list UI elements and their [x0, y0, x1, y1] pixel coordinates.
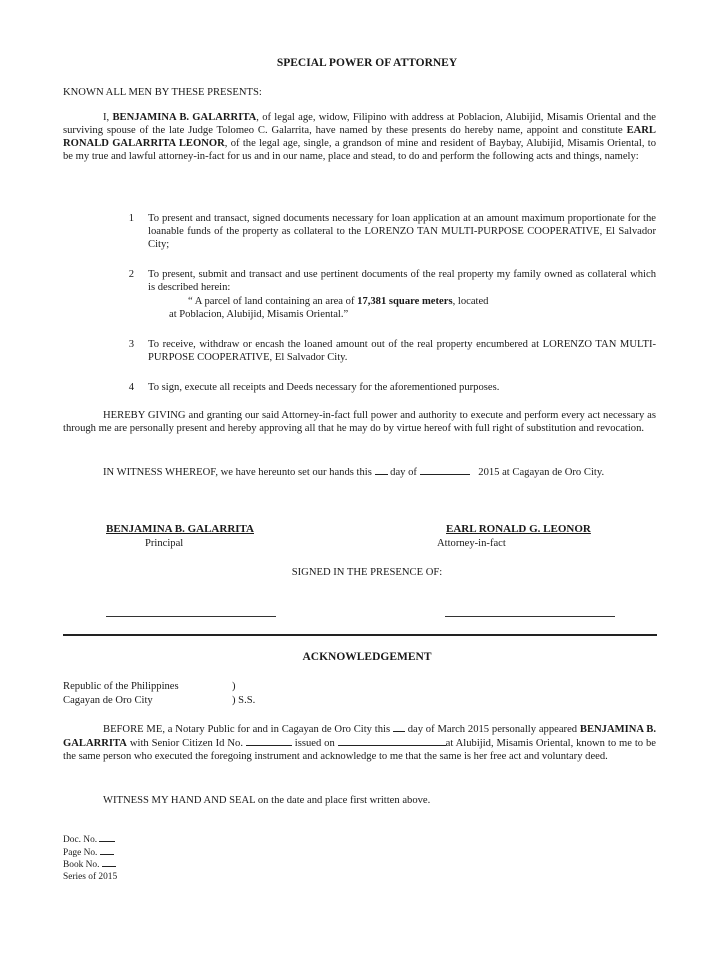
page-number-blank	[100, 847, 114, 855]
notary-text-a: BEFORE ME, a Notary Public for and in Cagayan de Oro City this	[103, 724, 391, 735]
venue-paren-2: ) S.S.	[232, 695, 256, 706]
issued-date-blank	[338, 736, 446, 746]
notary-text-b: day of March 2015 personally appeared	[407, 724, 580, 735]
attorney-signature-name: EARL RONALD G. LEONOR	[446, 523, 591, 535]
item-text-2: To present, submit and transact and use pertinent documents of the real property my family owned as collateral which is described herein:	[148, 269, 656, 293]
presence-label: SIGNED IN THE PRESENCE OF:	[291, 567, 443, 578]
book-number	[63, 859, 117, 872]
witness-text-b: day of	[390, 467, 417, 478]
item-number-2: 2	[128, 269, 134, 280]
doc-number	[63, 834, 117, 847]
notary-paragraph	[63, 722, 656, 763]
item-number-1: 1	[128, 213, 134, 224]
item-text-3: To receive, withdraw or encash the loaned amount out of the real property encumbered at LORENZO TAN MULTI-PURPOSE COOPERATIVE, El Salvador City.	[148, 339, 656, 363]
witness-signature-line-1	[106, 616, 276, 617]
section-divider	[63, 634, 657, 636]
senior-id-blank	[246, 736, 292, 746]
book-number-blank	[102, 859, 116, 867]
item-text-1: To present and transact, signed documents necessary for loan application at an amount maximum proportionate for the loanable funds of the property as collateral to the LORENZO TAN MULTI-PURPOSE COOPERATIVE, El Salvador City;	[148, 213, 656, 250]
greeting: KNOWN ALL MEN BY THESE PRESENTS:	[63, 87, 262, 98]
intro-text-2: , of legal age, widow, Filipino with address at Poblacion, Alubijid, Misamis Oriental and the surviving spouse of the late Judge Tolomeo C. Galarrita, have named by these presents do hereby name, appoint and constitute	[63, 112, 656, 136]
principal-signature-name: BENJAMINA B. GALARRITA	[106, 523, 255, 535]
notary-text-c: with Senior Citizen Id No.	[126, 738, 243, 749]
intro-paragraph	[63, 111, 656, 163]
acknowledgement-title: ACKNOWLEDGEMENT	[302, 651, 432, 663]
quote-text-a: “ A parcel of land containing an area of	[188, 296, 358, 307]
notary-appearing-name: BENJAMINA B. GALARRITA	[63, 724, 656, 749]
witness-signature-line-2	[445, 616, 615, 617]
venue-city: Cagayan de Oro City	[63, 695, 153, 706]
witness-text-c: 2015 at Cagayan de Oro City.	[478, 467, 605, 478]
intro-text-3: , of the legal age, single, a grandson of mine and resident of Baybay, Alubijid, Misamis Oriental, to be my true and lawful attorney-in-fact for us and in our name, place and stead, to do and perform the following acts and things, namely:	[63, 138, 656, 162]
hereby-paragraph: HEREBY GIVING and granting our said Attorney-in-fact full power and authority to execute and perform every act necessary as through me are personally present and hereby approving all that he may do by virtue hereof with full right of substitution and revocation.	[63, 410, 656, 434]
intro-text-1: I,	[103, 112, 113, 123]
doc-number-blank	[99, 834, 115, 842]
seal-statement: WITNESS MY HAND AND SEAL on the date and place first written above.	[103, 795, 431, 806]
witness-text-a: IN WITNESS WHEREOF, we have hereunto set our hands this	[103, 467, 372, 478]
quote-text-b: , located	[452, 296, 489, 307]
notary-text-d: issued on	[294, 738, 335, 749]
page-number-label: Page No.	[63, 847, 98, 858]
month-blank	[420, 465, 470, 475]
property-description	[188, 295, 488, 308]
series-year: Series of 2015	[63, 871, 118, 882]
item-text-4: To sign, execute all receipts and Deeds necessary for the aforementioned purposes.	[148, 382, 500, 393]
page-number	[63, 847, 117, 860]
day-blank	[375, 465, 388, 475]
land-area: 17,381 square meters	[357, 296, 453, 307]
item-number-4: 4	[128, 382, 134, 393]
book-number-label: Book No.	[63, 860, 100, 870]
principal-role: Principal	[145, 538, 184, 549]
item-number-3: 3	[128, 339, 134, 350]
venue-paren-1: )	[232, 681, 236, 692]
notary-day-blank	[393, 722, 405, 732]
witness-line	[103, 465, 656, 479]
docket-block	[63, 834, 117, 883]
property-location: at Poblacion, Alubijid, Misamis Oriental.”	[169, 309, 349, 320]
notary-text-e: at Alubijid, Misamis Oriental, known to me to be the same person who executed the foregoing instrument and acknowledge to me that the same is her free act and voluntary deed.	[63, 738, 656, 762]
document-title: SPECIAL POWER OF ATTORNEY	[276, 57, 458, 69]
attorney-role: Attorney-in-fact	[437, 538, 506, 549]
attorney-name: EARL RONALD GALARRITA LEONOR	[63, 125, 656, 149]
doc-number-label: Doc. No.	[63, 835, 98, 845]
venue-country: Republic of the Philippines	[63, 681, 179, 692]
grantor-name: BENJAMINA B. GALARRITA	[112, 112, 257, 123]
